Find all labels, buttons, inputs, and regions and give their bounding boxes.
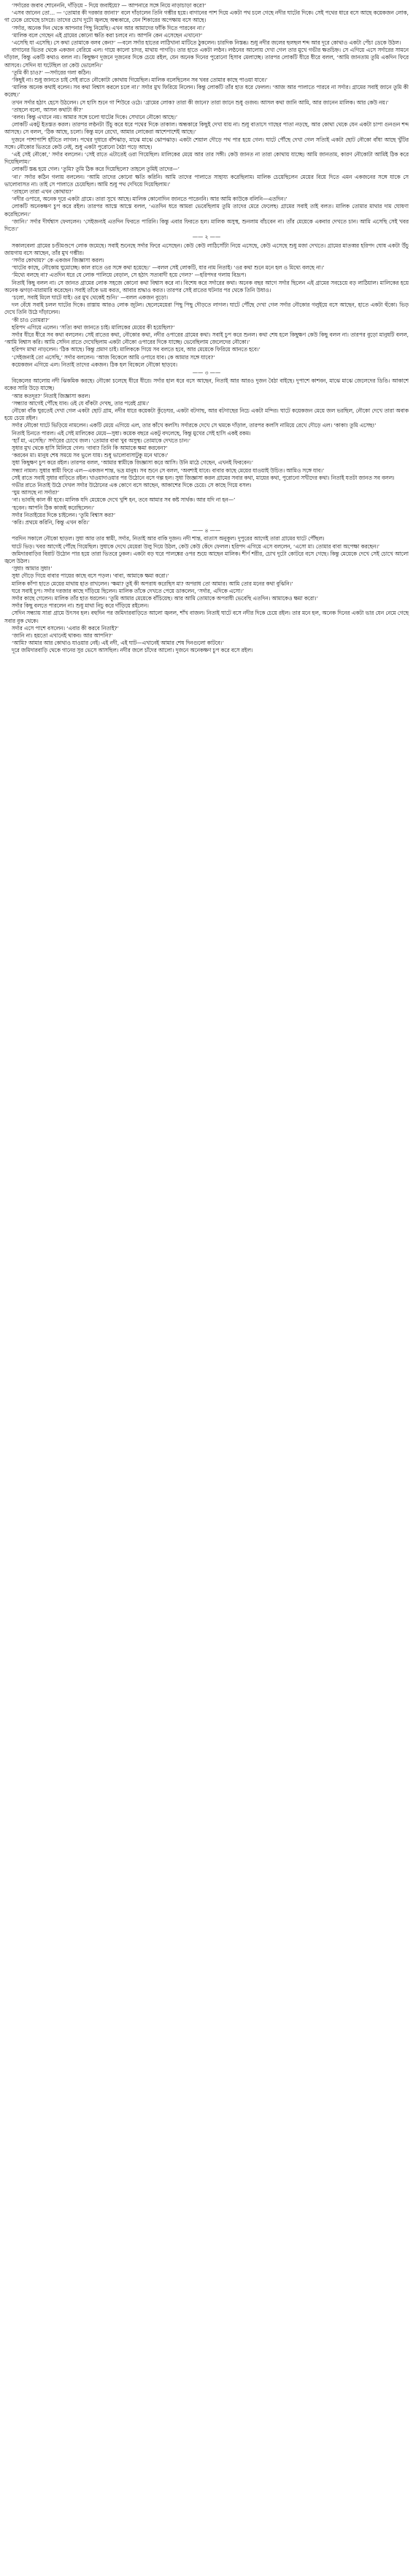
- paragraph: ‘হবেন। আপনি ঠিক কাজই করেছিলেন।’: [12, 504, 95, 511]
- paragraph: সেই রাতে সবাই সুধার বাড়িতে রইল। খাওয়াদাওয়ার পর উঠোনে বসে গল্প হল। সুধা জিজ্ঞাসা করল গ্রামের সবার কথা, মায়ের কথা, পুরোনো সখীদের কথা। নিতাই যতটা জানত সব বলল।: [12, 474, 395, 481]
- paragraph: সুধা কিছুক্ষণ চুপ করে রইল। তারপর বলল, ‘আমার স্বামীকে জিজ্ঞাসা করে আসি। উনি মাঠে গেছেন, এখনই ফিরবেন।’: [12, 459, 254, 467]
- paragraph: বাগানের ভিতর থেকে একজন বেরিয়ে এল। গায়ে কালো চাদর, মাথায় পাগড়ি। তার হাতে একটা লণ্ঠন। লণ্ঠনের আলোয় দেখা গেল তার মুখে গভীর ক্ষতচিহ্ন। সে এগিয়ে এসে সর্দারের সামনে দাঁড়াল, কিন্তু একটি কথাও বলল না। কিছুক্ষণ দুজনে দুজনের দিকে চেয়ে রইল, যেন অনেক দিনের পুরোনো হিসাব মেলাচ্ছে। তারপর লোকটি ধীরে ধীরে বলল, ‘আমি জানতাম তুমি একদিন ফিরে আসবে। সেদিন যা ঘটেছিল তা কেউ ভোলেনি।’: [4, 47, 409, 69]
- paragraph: ‘ঘুম আসছে না সর্দার?’: [12, 489, 60, 497]
- paragraph: বিকেলের আলোয় নদী ঝিকমিক করছে। নৌকো চলেছে ধীরে ধীরে। সর্দার হাল ধরে বসে আছেন, নিতাই আর আরও দুজন বৈঠা বাইছে। দুপাশে কাশবন, মাঝে মাঝে জেলেদের ডিঙি। আকাশে বকের সারি উড়ে যাচ্ছে।: [4, 377, 409, 392]
- paragraph: ‘সুধা! আমার সুধা!’: [12, 565, 53, 572]
- paragraph: সুধা দৌড়ে গিয়ে বাবার পায়ের কাছে বসে পড়ল। ‘বাবা, আমাকে ক্ষমা করো।’: [12, 572, 169, 580]
- paragraph: ‘করবেন মা। মানুষ শেষ সময়ে সব ভুলে যায়। শুধু ভালোবাসাটুকু মনে থাকে।’: [12, 452, 169, 459]
- paragraph: নিতাই চিনতে পারল। এই সেই মালিকের মেয়ে—সুধা। কয়েক বছরে একটু বদলেছে, কিন্তু মুখের সেই হাসি একই রকম।: [12, 429, 251, 437]
- paragraph: ‘জানি।’ সর্দার দীর্ঘশ্বাস ফেললেন। ‘সেইজন্যই এতদিন ফিরতে পারিনি। কিন্তু এবার ফিরতে হল। মালিক অসুস্থ, শুনলাম বাঁচবেন না। তাঁর মেয়েকে একবার দেখতে চান। আমি এসেছি সেই খবর দিতে।’: [4, 218, 409, 233]
- paragraph: ‘হ্যাঁ মা, এসেছি।’ সর্দারের চোখে জল। ‘তোমার বাবা খুব অসুস্থ। তোমাকে দেখতে চান।’: [12, 437, 191, 444]
- paragraph: সর্দার কিছু বলতে পারলেন না। শুধু মাথা নিচু করে দাঁড়িয়ে রইলেন।: [12, 602, 149, 610]
- paragraph: ‘চলো, সবাই মিলে ঘাটে যাই। ওর মুখ থেকেই শুনি।’ —বলল একজন বুড়ো।: [12, 294, 169, 301]
- paragraph: পরদিন সকালে নৌকো ছাড়ল। সুধা আর তার স্বামী, সর্দার, নিতাই আর বাকি দুজন। নদী শান্ত, বাতাস অনুকূল। দুপুরের আগেই তারা গ্রামের ঘাটে পৌঁছল।: [12, 535, 325, 543]
- paragraph: লোকটি স্তব্ধ হয়ে গেল। ‘তুমি? তুমি ঠিক করে দিয়েছিলে? তাহলে তুমিই তাদের—’: [12, 166, 180, 173]
- paragraph: ‘আর কতদূর?’ নিতাই জিজ্ঞাসা করল।: [12, 392, 90, 399]
- paragraph: লোকটি অনেকক্ষণ চুপ করে রইল। তারপর আস্তে আস্তে বলল, ‘এতদিন ধরে আমরা ভেবেছিলাম তুমি তাদের মেরে ফেলেছ। গ্রামের সবাই তাই বলত। মালিক তোমার মাথার দাম ঘোষণা করেছিলেন।’: [4, 203, 409, 218]
- paragraph: ‘কিছুই না। শুধু জানতে চাই সেই রাতে নৌকোটা কোথায় গিয়েছিল। মালিক বলেছিলেন সব খবর তোমার কাছে পাওয়া যাবে।’: [12, 77, 268, 84]
- section-divider: —— ২ ——: [192, 234, 221, 241]
- paragraph: দুজনে পাশাপাশি হাঁটতে লাগল। পথের দুধারে বাঁশঝাড়, মাঝে মাঝে ঝোপঝাড়। একটা শেয়াল দৌড়ে পথ পার হয়ে গেল। ঘাটে পৌঁছে দেখা গেল সত্যিই একটা ছোট নৌকো বাঁধা আছে খুঁটির সঙ্গে। নৌকোর ভিতরে কেউ নেই, শুধু একটা পুরোনো বৈঠা পড়ে আছে।: [4, 136, 409, 150]
- paragraph: সুধার মুখ থেকে হাসি মিলিয়ে গেল। ‘বাবা? তিনি কি আমাকে ক্ষমা করবেন?’: [12, 444, 168, 451]
- paragraph: ‘মিথ্যে বলছে না? এতদিন ধরে যে লোক পালিয়ে বেড়াল, সে হঠাৎ সত্যবাদী হয়ে গেল?’ —হরিপদর গলায় বিদ্রূপ।: [12, 272, 247, 279]
- section-divider: —— ৩ ——: [192, 369, 221, 376]
- paragraph: ‘সর্দার কোথায়?’ কে একজন জিজ্ঞাসা করল।: [12, 256, 104, 264]
- paragraph: সন্ধ্যা নামল। সুধার স্বামী ফিরে এল—একজন শান্ত, ভদ্র মানুষ। সব শুনে সে বলল, ‘অবশ্যই যাবে। বাবার কাছে মেয়ের যাওয়াই উচিত। আমিও সঙ্গে যাব।’: [12, 467, 325, 474]
- paragraph: ‘তুমি কী চাও?’ —সর্দারের গলা কঠিন।: [12, 69, 91, 76]
- paragraph: সর্দার ধীরে ধীরে সব কথা বললেন। সেই রাতের কথা, নৌকোর কথা, নদীর ওপারের গ্রামের কথা। সবাই চুপ করে শুনল। কথা শেষ হলে কিছুক্ষণ কেউ কিছু বলল না। তারপর বুড়ো মানুষটি বলল, ‘আমি বিশ্বাস করি। আমি সেদিন রাতে দেখেছিলাম একটা নৌকো ওপারের দিকে যাচ্ছে। ভেবেছিলাম জেলেদের নৌকো।’: [4, 331, 409, 346]
- paragraph: নৌকো বাঁক ঘুরতেই দেখা গেল একটা ছোট গ্রাম, নদীর ধারে কয়েকটা কুঁড়েঘর, একটা বটগাছ, আর বটগাছের নিচে একটা মন্দির। ঘাটে কয়েকজন মেয়ে জল ভরছিল, নৌকো দেখে তারা অবাক হয়ে চেয়ে রইল।: [4, 407, 409, 422]
- paragraph: ‘এই সেই নৌকো,’ সর্দার বললেন। ‘সেই রাতে এটাতেই ওরা গিয়েছিল। মালিকের মেয়ে আর তার সঙ্গী। কেউ জানত না তারা কোথায় যাচ্ছে। আমি জানতাম, কারণ নৌকোটা আমিই ঠিক করে দিয়েছিলাম।’: [4, 151, 409, 166]
- paragraph: মালিক কাঁপা হাতে মেয়ের মাথায় হাত রাখলেন। ‘ক্ষমা? তুই কী অপরাধ করেছিস মা? অপরাধ তো আমার। আমি তোর মনের কথা বুঝিনি।’: [12, 580, 293, 587]
- paragraph: ‘ঘাটের কাছে, নৌকোয় ঘুমোচ্ছে। কাল রাতে ওর সঙ্গে কথা হয়েছে।’ —বলল সেই লোকটি, যার নাম নিতাই। ‘ওর কথা শুনে মনে হল ও মিথ্যে বলছে না।’: [12, 264, 325, 272]
- section-divider: —— ৪ ——: [192, 527, 221, 534]
- paragraph: দল বেঁধে সবাই চলল ঘাটের দিকে। রাস্তায় আরও লোক জুটল। ছেলেমেয়েরা পিছু পিছু দৌড়তে লাগল। ঘাটে পৌঁছে দেখা গেল সর্দার নৌকোর গলুইয়ে বসে আছেন, হাতে একটা হুঁকো। ভিড় দেখে তিনি উঠে দাঁড়ালেন।: [4, 302, 409, 316]
- paragraph: ‘সন্ধ্যার আগেই পৌঁছে যাব। ওই যে বাঁকটা দেখছ, তার পরেই গ্রাম।’: [12, 399, 150, 407]
- paragraph: ‘তাহলে তারা এখন কোথায়?’: [12, 188, 74, 196]
- paragraph: ‘করি। প্রথমে করিনি, কিন্তু এখন করি।’: [12, 519, 90, 526]
- paragraph: সর্দার কাছে গেলেন। মালিক তাঁর হাত ধরলেন। ‘তুমি আমার মেয়েকে বাঁচিয়েছ। আর আমি তোমাকে অপরাধী ভেবেছি এতদিন। আমাকেও ক্ষমা করো।’: [12, 595, 318, 602]
- paragraph: ঘাটে ভিড়। খবর আগেই পৌঁছে গিয়েছিল। সুধাকে দেখে মেয়েরা উলু দিয়ে উঠল, কেউ কেউ কেঁদে ফেলল। হরিপদ এগিয়ে এসে বললেন, ‘এসো মা। তোমার বাবা অপেক্ষা করছেন।’: [12, 543, 380, 550]
- paragraph: সর্দার নিতাইয়ের দিকে চাইলেন। ‘তুমি বিশ্বাস কর?’: [12, 511, 116, 518]
- paragraph: ‘না। ভাবছি কাল কী হবে। মালিক যদি মেয়েকে দেখে খুশি হন, তবে আমার সব কষ্ট সার্থক। আর যদি না হন—’: [12, 497, 236, 504]
- paragraph: ‘নদীর ওপারে, অনেক দূরে একটা গ্রামে। তারা সুখে আছে। মালিক কোনোদিন জানতে পারেননি। আর আমি কাউকে বলিনি—এতদিন।’: [12, 196, 287, 203]
- paragraph: ‘সর্দার, অনেক দিন থেকে আপনার পিছু নিয়েছি। এখন আর আমাদের ফাঁকি দিতে পারবেন না।’: [12, 24, 206, 31]
- paragraph: লোকটি একটু ইতস্তত করল। তারপর লণ্ঠনটা উঁচু করে ধরে পথের দিকে তাকাল। অন্ধকারে কিছুই দেখা যায় না। শুধু বাতাসে গাছের পাতা নড়ছে, আর কোথা থেকে যেন একটা চাপা গুনগুন শব্দ আসছে। সে বলল, ‘ঠিক আছে, চলো। কিন্তু মনে রেখো, আমার লোকেরা আশেপাশেই আছে।’: [4, 121, 409, 136]
- paragraph: সেদিন সন্ধ্যায় সারা গ্রামে উৎসব হল। বহুদিন পর জমিদারবাড়িতে আলো জ্বলল, শাঁখ বাজল। নিতাই ঘাটে বসে নদীর দিকে চেয়ে রইল। তার মনে হল, অনেক দিনের একটা ভার যেন নেমে গেছে সবার বুক থেকে।: [4, 610, 409, 624]
- paragraph: তখন সর্দার হঠাৎ হেসে উঠলেন। সে হাসি শুনে গা শিউরে ওঠে। ‘গ্রামের লোক? তারা কী জানে? তারা জানে শুধু গুজব। আসল কথা জানি আমি, আর জানেন মালিক। আর কেউ নয়।’: [12, 99, 389, 106]
- paragraph: সর্দার এসে পাশে বসলেন। ‘এবার কী করবে নিতাই?’: [12, 624, 119, 632]
- paragraph: ‘এসেছি যা এসেছি। সে কথা তোমাকে বলব কেন?’ —বলে সর্দার হাতের লাঠিখানা মাটিতে ঠুকলেন। চারদিক নিস্তব্ধ। শুধু নদীর জলের ছলছল শব্দ আর দূরে কোথাও একটা পেঁচা ডেকে উঠল।: [12, 39, 401, 47]
- paragraph: ‘সেইজন্যই তো এসেছি,’ সর্দার বললেন। ‘আজ বিকেলে আমি ওপারে যাব। কে আমার সঙ্গে যাবে?’: [12, 353, 215, 361]
- paragraph: হরিপদ এগিয়ে এলেন। ‘সত্যি কথা জানতে চাই। মালিকের মেয়ের কী হয়েছিল?’: [12, 323, 175, 331]
- paragraph: দূরে জমিদারবাড়ি থেকে গানের সুর ভেসে আসছিল। নদীর জলে চাঁদের আলো। দুজনে অনেকক্ষণ চুপ করে বসে রইল।: [12, 647, 253, 654]
- paragraph: ‘জানি না। হয়তো এখানেই থাকব। আর আপনি?’: [12, 632, 113, 640]
- paragraph: ‘মালিক অনেক কথাই বলেন। সব কথা বিশ্বাস করলে চলে না।’ সর্দার মুখ ফিরিয়ে নিলেন। কিন্তু লোকটি তাঁর হাত ধরে ফেলল। ‘আজ আর পালাতে পারবে না সর্দার। গ্রামের সবাই জানে তুমি কী করেছ।’: [4, 84, 409, 99]
- paragraph: ঘরে সবাই চুপ। সর্দার দরজার কাছে দাঁড়িয়ে ছিলেন। মালিক তাঁকে দেখতে পেয়ে ডাকলেন, ‘সর্দার, এদিকে এসো।’: [12, 587, 244, 594]
- paragraph: জমিদারবাড়ির বিরাট উঠোন পার হয়ে তারা ভিতরে ঢুকল। একটা বড় ঘরে পালঙ্কের ওপর শুয়ে আছেন মালিক। শীর্ণ শরীর, চোখ দুটো কোটরে বসে গেছে। কিন্তু মেয়েকে দেখে সেই চোখে আলো জ্বলে উঠল।: [4, 550, 409, 565]
- paragraph: কয়েকজন এগিয়ে এল। নিতাই তাদের একজন। ঠিক হল বিকেলে নৌকো ছাড়বে।: [12, 361, 177, 368]
- paragraph: ‘তাহলে বলো, আসল কথাটা কী?’: [12, 106, 83, 113]
- paragraph: নিতাই কিছু বলল না। সে জানত গ্রামের লোক সহজে কোনো কথা বিশ্বাস করে না। বিশেষ করে সর্দারের কথা। অনেক বছর আগে সর্দার ছিলেন এই গ্রামের সবচেয়ে বড় লাঠিয়াল। মালিকের হয়ে অনেক ঝগড়া-মারামারি করেছেন। সবাই তাঁকে ভয় করত, আবার শ্রদ্ধাও করত। তারপর সেই রাতের ঘটনার পর থেকে তিনি উধাও।: [4, 279, 409, 294]
- paragraph: গভীর রাতে নিতাই উঠে দেখল সর্দার উঠোনের এক কোণে বসে আছেন, আকাশের দিকে চেয়ে। সে কাছে গিয়ে বসল।: [12, 482, 252, 488]
- paragraph: ‘আমি? আমার আর কোথাও যাওয়ার নেই। এই নদী, এই ঘাট—এখানেই আমার শেষ দিনগুলো কাটবে।’: [12, 640, 224, 647]
- paragraph: সকালবেলা গ্রামের চণ্ডীমণ্ডপে লোক জমেছে। সবাই শুনেছে সর্দার ফিরে এসেছেন। কেউ কেউ লাঠিসোঁটা নিয়ে এসেছে, কেউ এসেছে শুধু মজা দেখতে। গ্রামের মাতব্বর হরিপদ ঘোষ একটা উঁচু জায়গায় বসে আছেন, তাঁর মুখ গম্ভীর।: [4, 242, 409, 256]
- story-text: [4, 2, 409, 655]
- paragraph: ‘কী চাও তোমরা?’: [12, 316, 50, 323]
- paragraph: ‘সর্দারের জবাব শোনেননি, দাঁড়িয়ে – দিয়ে জবাইয়ে? — আপনারে সঙ্গে নিয়ে নাড়াচাড়া করে?’: [12, 2, 206, 9]
- paragraph: ‘মালিক বলে গেছেন এই গ্রামের কোনো ক্ষতি করা চলবে না। আপনি কেন এসেছেন এখানে?’: [12, 31, 203, 39]
- paragraph: ‘না।’ সর্দার কঠিন গলায় বললেন। ‘আমি তাদের কোনো ক্ষতি করিনি। আমি তাদের পালাতে সাহায্য করেছিলাম। মালিক চেয়েছিলেন মেয়ের বিয়ে দিতে এমন একজনের সঙ্গে যাকে সে ভালোবাসত না। তাই সে পালাতে চেয়েছিল। আমি শুধু পথ দেখিয়ে দিয়েছিলাম।’: [4, 173, 409, 188]
- paragraph: ‘এসব জানেন তো… — ‘তোমার কী দরকার জানা?’ বলে দাঁড়ালেন তিনি গম্ভীর হয়ে। বাগানের পাশ দিয়ে একটা পথ চলে গেছে নদীর ঘাটের দিকে। সেই পথের ধারে বসে আছে কয়েকজন লোক, গা ঢেকে রেখেছে চাদরে। তাদের চোখ দুটো জ্বলছে অন্ধকারে, যেন শিকারের অপেক্ষায় বসে আছে।: [4, 9, 409, 24]
- paragraph: ‘বলব। কিন্তু এখানে নয়। আমার সঙ্গে চলো ঘাটের দিকে। সেখানে নৌকো আছে।’: [12, 114, 178, 121]
- paragraph: সর্দার নৌকো ঘাটে ভিড়িয়ে নামলেন। একটি মেয়ে এগিয়ে এল, তার কাঁখে কলসি। সর্দারকে দেখে সে থমকে দাঁড়াল, তারপর কলসি নামিয়ে রেখে দৌড়ে এল। ‘কাকা! তুমি এসেছ!’: [12, 422, 377, 429]
- paragraph: হরিপদ মাথা নাড়লেন। ‘ঠিক আছে। কিন্তু প্রমাণ চাই। মালিককে গিয়ে সব বলতে হবে, আর মেয়েকে ফিরিয়ে আনতে হবে।’: [12, 346, 260, 353]
